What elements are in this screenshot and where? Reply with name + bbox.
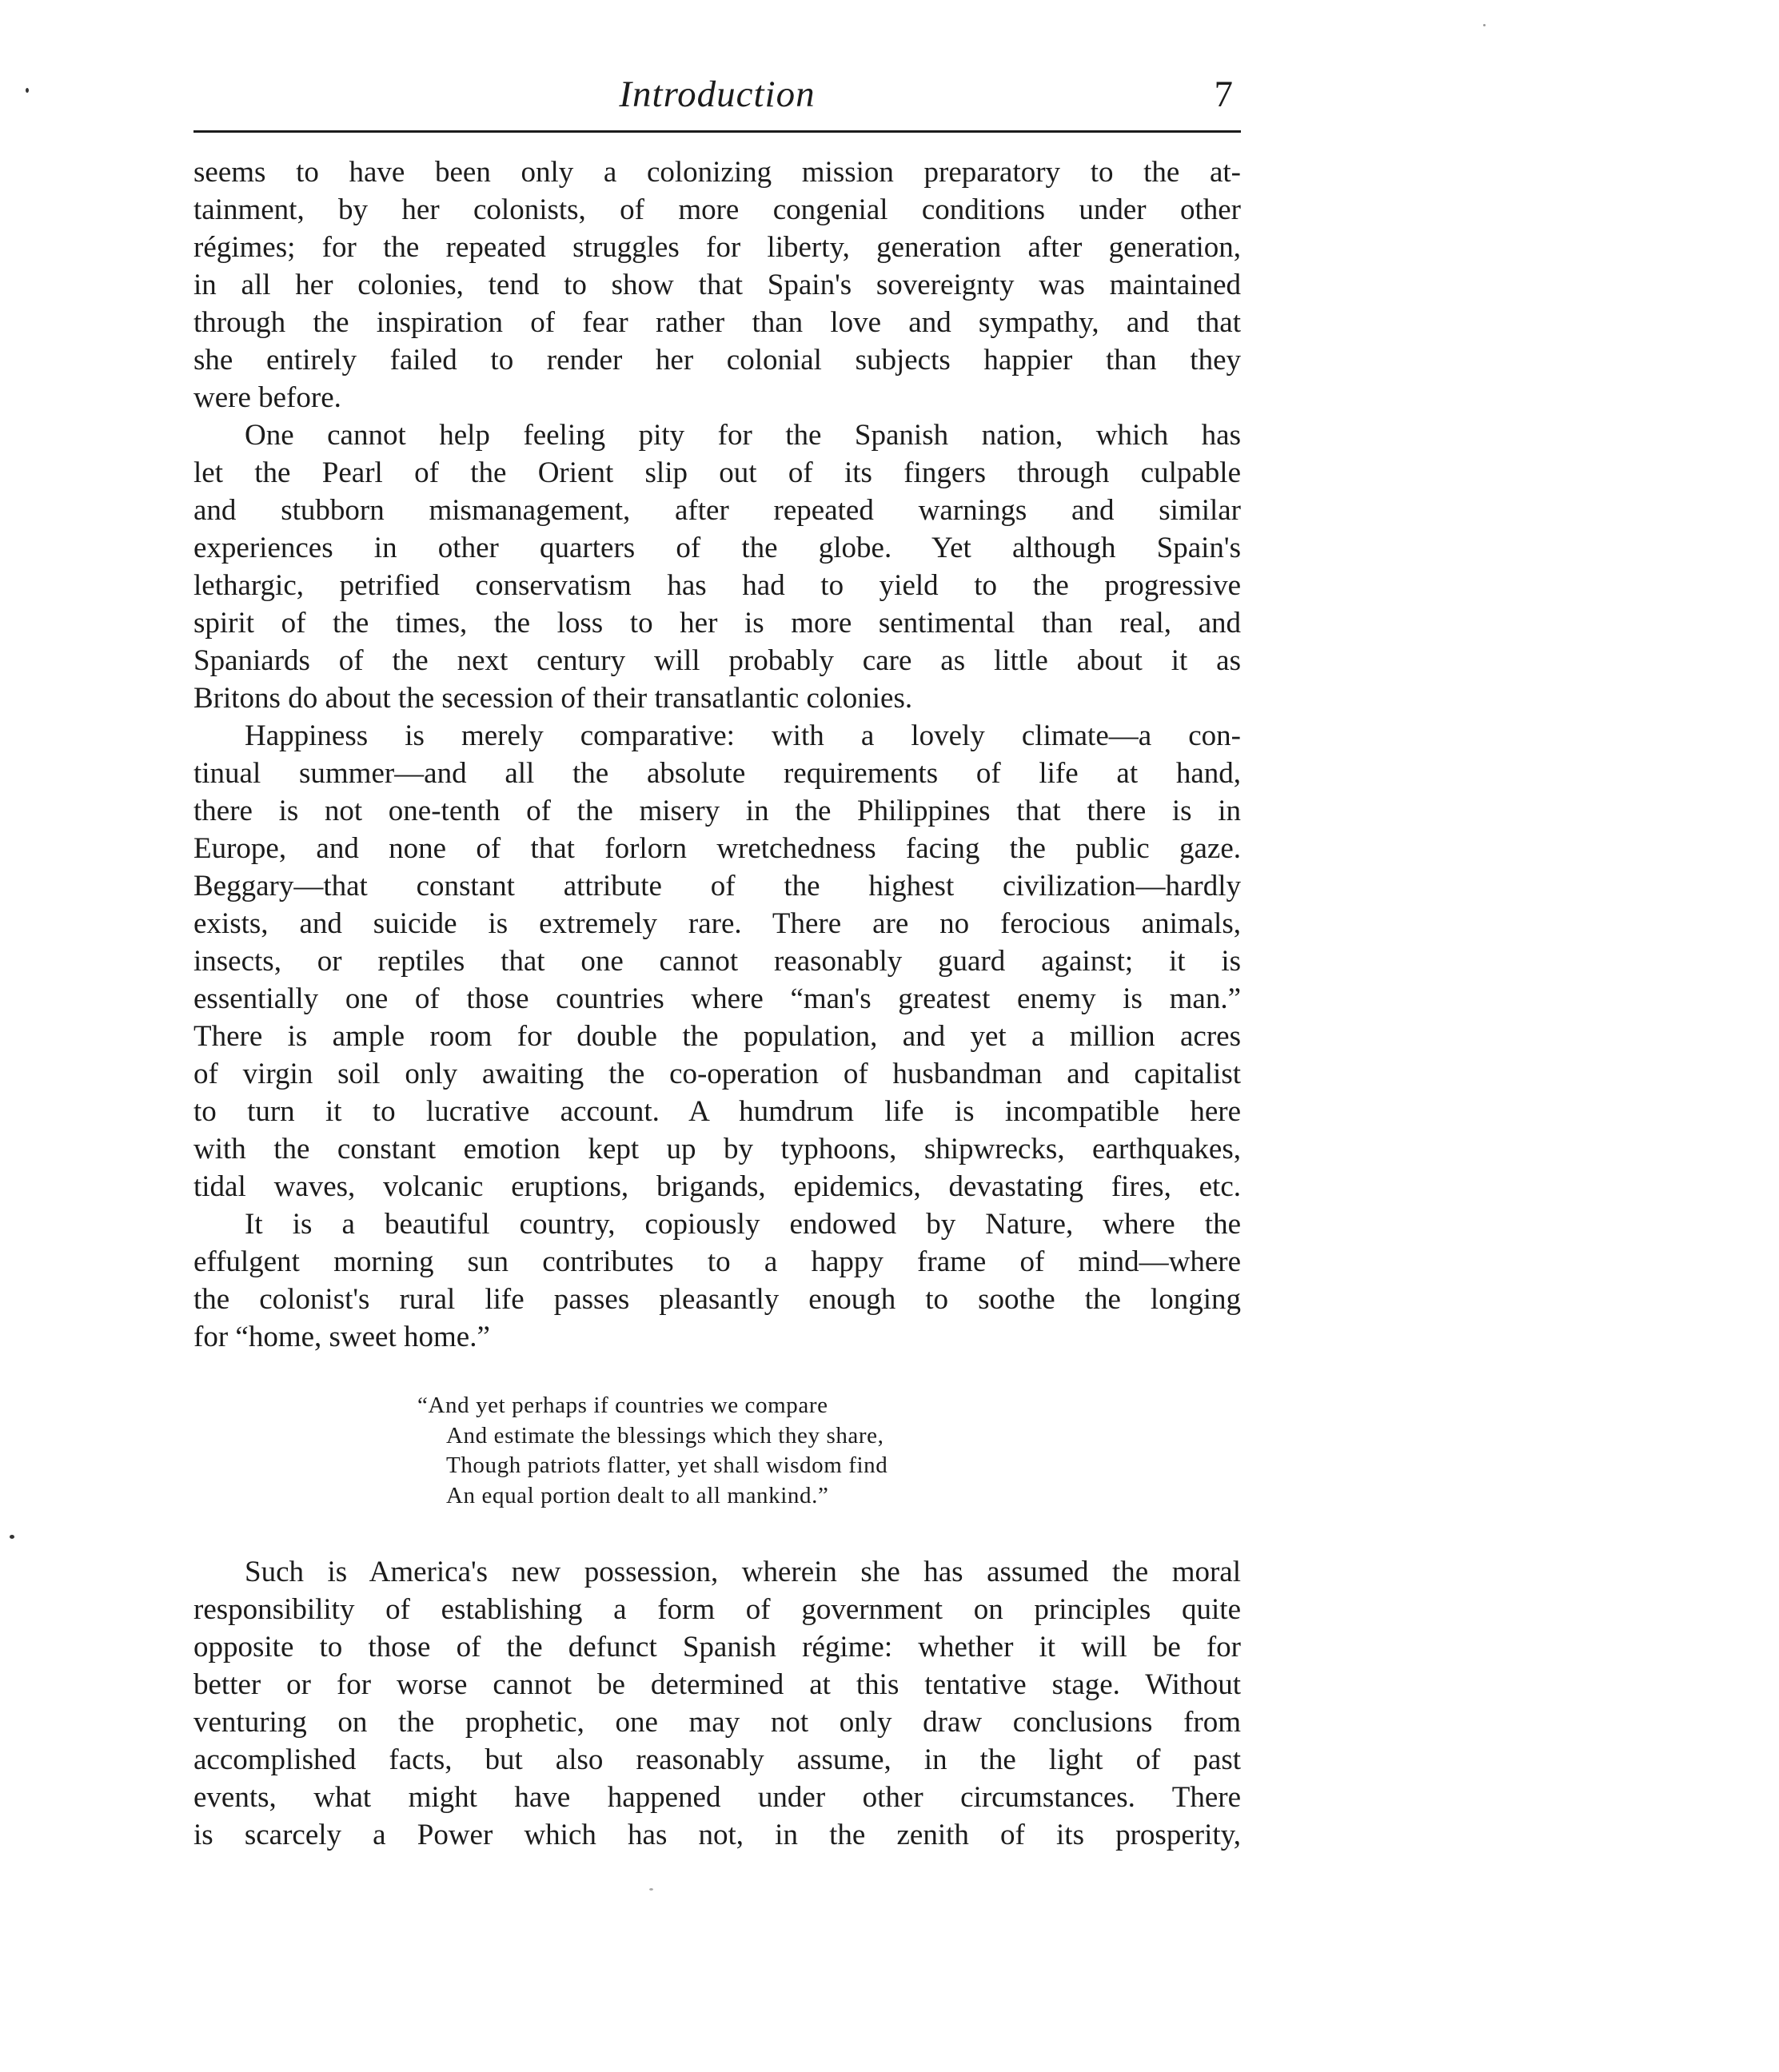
page-number: 7	[1214, 74, 1233, 115]
text-line: tainment, by her colonists, of more congenial conditions under other	[193, 193, 1241, 226]
text-line: she entirely failed to render her colonial subjects happier than they	[193, 344, 1241, 377]
text-line: insects, or reptiles that one cannot reasonably guard against; it is	[193, 945, 1241, 978]
text-line: venturing on the prophetic, one may not only draw conclusions from	[193, 1706, 1241, 1739]
verse-quotation	[417, 1391, 888, 1511]
verse-line: “And yet perhaps if countries we compare	[417, 1393, 828, 1418]
paragraph-3	[193, 717, 1241, 1205]
text-line: effulgent morning sun contributes to a happy frame of mind—where	[193, 1245, 1241, 1278]
paragraph-1	[193, 153, 1241, 416]
verse-line: An equal portion dealt to all mankind.”	[446, 1482, 829, 1508]
scan-speck	[649, 1888, 653, 1891]
text-line: Europe, and none of that forlorn wretchedness facing the public gaze.	[193, 832, 1241, 865]
text-line: lethargic, petrified conservatism has had to yield to the progressive	[193, 569, 1241, 602]
header-rule	[193, 130, 1241, 133]
text-line: for “home, sweet home.”	[193, 1321, 490, 1353]
text-line: One cannot help feeling pity for the Spanish nation, which has	[245, 419, 1241, 452]
text-line: and stubborn mismanagement, after repeated warnings and similar	[193, 494, 1241, 527]
text-line: in all her colonies, tend to show that Spain's sovereignty was maintained	[193, 269, 1241, 301]
text-line: events, what might have happened under other circumstances. There	[193, 1781, 1241, 1814]
scan-speck	[26, 88, 29, 93]
text-line: There is ample room for double the population, and yet a million acres	[193, 1020, 1241, 1053]
text-line: seems to have been only a colonizing mission preparatory to the at-	[193, 156, 1241, 189]
text-line: Beggary—that constant attribute of the highest civilization—hardly	[193, 870, 1241, 903]
text-line: let the Pearl of the Orient slip out of its fingers through culpable	[193, 456, 1241, 489]
text-line: opposite to those of the defunct Spanish régime: whether it will be for	[193, 1631, 1241, 1664]
paragraph-2	[193, 416, 1241, 717]
text-line: were before.	[193, 381, 341, 414]
scan-speck	[1483, 24, 1486, 26]
text-line: tinual summer—and all the absolute requirements of life at hand,	[193, 757, 1241, 790]
text-line: régimes; for the repeated struggles for liberty, generation after generation,	[193, 231, 1241, 264]
text-line: responsibility of establishing a form of government on principles quite	[193, 1593, 1241, 1626]
text-line: through the inspiration of fear rather than love and sympathy, and that	[193, 306, 1241, 339]
paragraph-5	[193, 1553, 1241, 1854]
text-line: better or for worse cannot be determined at this tentative stage. Without	[193, 1668, 1241, 1701]
verse-line: Though patriots flatter, yet shall wisdom find	[446, 1452, 888, 1478]
text-line: essentially one of those countries where “man's greatest enemy is man.”	[193, 982, 1241, 1015]
text-line: accomplished facts, but also reasonably assume, in the light of past	[193, 1743, 1241, 1776]
running-head-title: Introduction	[619, 74, 816, 115]
text-line: Such is America's new possession, wherein she has assumed the moral	[245, 1556, 1241, 1588]
text-line: of virgin soil only awaiting the co-operation of husbandman and capitalist	[193, 1058, 1241, 1090]
text-line: there is not one-tenth of the misery in the Philippines that there is in	[193, 795, 1241, 827]
text-line: experiences in other quarters of the globe. Yet although Spain's	[193, 532, 1241, 564]
text-line: spirit of the times, the loss to her is more sentimental than real, and	[193, 607, 1241, 640]
text-line: with the constant emotion kept up by typhoons, shipwrecks, earthquakes,	[193, 1133, 1241, 1166]
verse-line: And estimate the blessings which they share,	[446, 1422, 884, 1448]
paragraph-4	[193, 1205, 1241, 1356]
text-line: exists, and suicide is extremely rare. There are no ferocious animals,	[193, 907, 1241, 940]
running-header	[193, 70, 1241, 134]
text-line: Happiness is merely comparative: with a lovely climate—a con-	[245, 719, 1241, 752]
text-line: Spaniards of the next century will probably care as little about it as	[193, 644, 1241, 677]
text-line: Britons do about the secession of their transatlantic colonies.	[193, 682, 913, 715]
text-line: to turn it to lucrative account. A humdrum life is incompatible here	[193, 1095, 1241, 1128]
text-line: tidal waves, volcanic eruptions, brigands, epidemics, devastating fires, etc.	[193, 1170, 1241, 1203]
scan-speck	[10, 1535, 14, 1539]
text-line: the colonist's rural life passes pleasantly enough to soothe the longing	[193, 1283, 1241, 1316]
text-line: is scarcely a Power which has not, in the zenith of its prosperity,	[193, 1819, 1241, 1851]
text-line: It is a beautiful country, copiously endowed by Nature, where the	[245, 1208, 1241, 1241]
